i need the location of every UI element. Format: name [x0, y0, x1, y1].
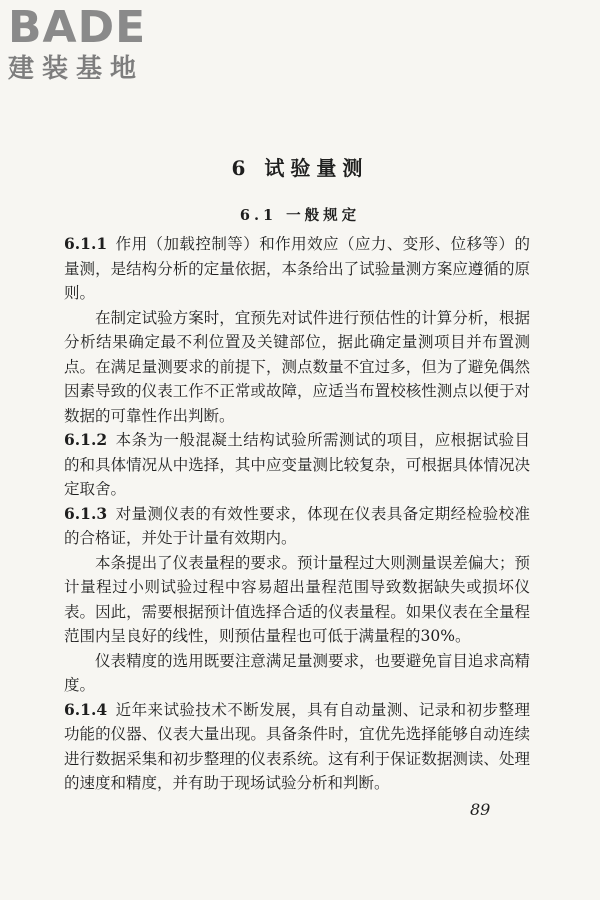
paragraph: 本条提出了仪表量程的要求。预计量程过大则测量误差偏大；预计量程过小则试验过程中容易超出量程范围导致数据缺失或损坏仪表。因此，需要根据预计值选择合适的仪表量程。如果仪表在全量程范围内呈良好的线性，则预估量程也可低于满量程的30%。 [64, 553, 530, 645]
document-body [64, 232, 530, 796]
clause-6-1-4 [64, 698, 530, 796]
clause-6-1-3 [64, 502, 530, 551]
bade-logo [8, 4, 178, 84]
clause-number: 6.1.4 [64, 699, 108, 719]
clause-number: 6.1.2 [64, 430, 108, 449]
paragraph: 仪表精度的选用既要注意满足量测要求，也要避免盲目追求高精度。 [64, 651, 530, 694]
logo-chinese-text: 建装基地 [8, 54, 145, 84]
clause-text: 近年来试验技术不断发展，具有自动量测、记录和初步整理功能的仪器、仪表大量出现。具备条件时，宜优先选择能够自动连续进行数据采集和初步整理的仪表系统。这有利于保证数据测读、处理的速度和精度，并有助于现场试验分析和判断。 [64, 700, 530, 792]
clause-number: 6.1.3 [64, 503, 108, 523]
clause-text: 本条为一般混凝土结构试验所需测试的项目，应根据试验目的和具体情况从中选择，其中应变量测比较复杂，可根据具体情况决定取舍。 [64, 431, 530, 498]
clause-text: 对量测仪表的有效性要求，体现在仪表具备定期经检验校准的合格证，并处于计量有效期内。 [64, 504, 530, 547]
chapter-title: 6 试验量测 [231, 156, 369, 180]
section-title: 6.1 一般规定 [239, 207, 361, 224]
clause-6-1-2 [64, 428, 530, 502]
logo-word: BADE [8, 2, 147, 53]
clause-6-1-1 [64, 232, 530, 306]
clause-number: 6.1.1 [64, 234, 108, 253]
paragraph: 在制定试验方案时，宜预先对试件进行预估性的计算分析，根据分析结果确定最不利位置及关键部位，据此确定量测项目并布置测点。在满足量测要求的前提下，测点数量不宜过多，但为了避免偶然因素导致的仪表工作不正常或故障，应适当布置校核性测点以便于对数据的可靠性作出判断。 [64, 308, 530, 425]
clause-text: 作用（加载控制等）和作用效应（应力、变形、位移等）的量测，是结构分析的定量依据，本条给出了试验量测方案应遵循的原则。 [64, 235, 530, 302]
page-number: 89 [470, 800, 491, 819]
